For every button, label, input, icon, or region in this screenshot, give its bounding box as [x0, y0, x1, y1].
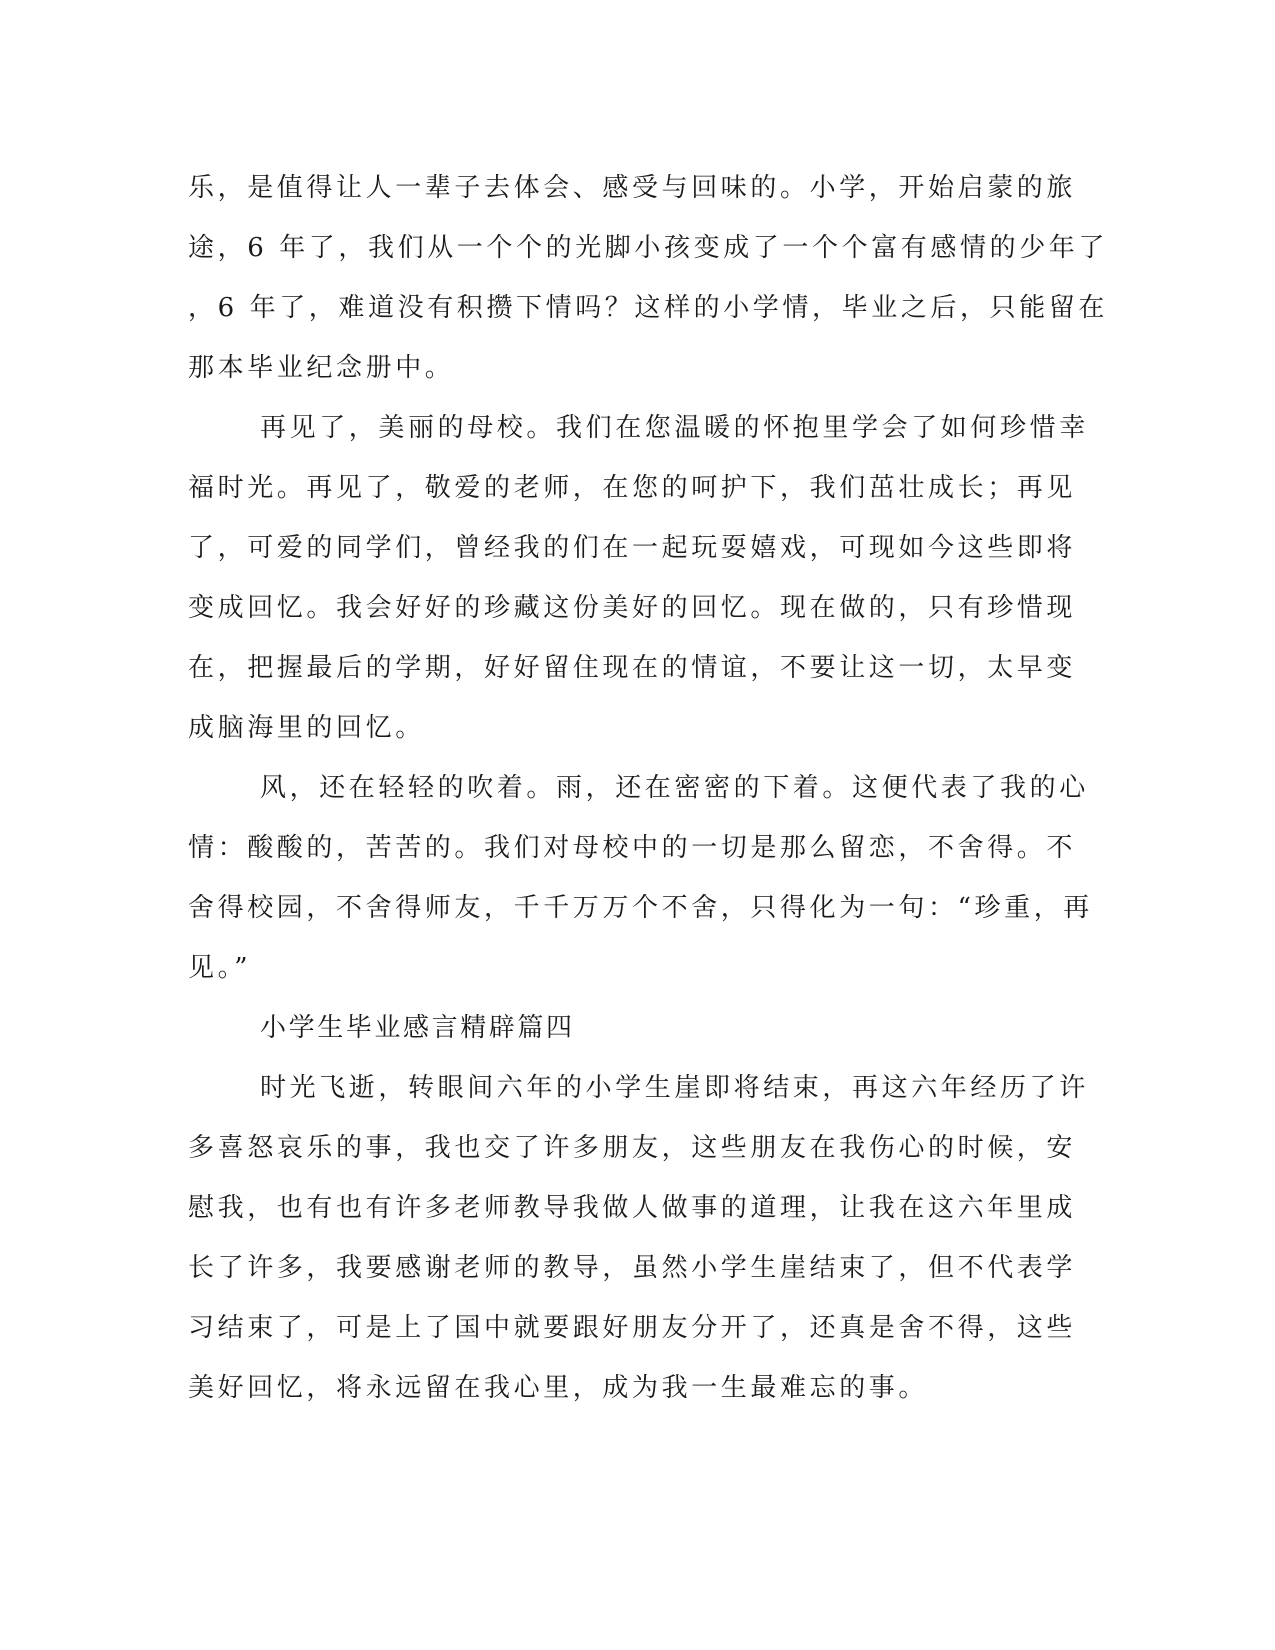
text-line: 再见了，美丽的母校。我们在您温暖的怀抱里学会了如何珍惜幸	[260, 413, 1089, 443]
text-line: ，6 年了，难道没有积攒下情吗？这样的小学情，毕业之后，只能留在	[188, 293, 1109, 323]
paragraph	[188, 758, 1093, 998]
text-line: 途，6 年了，我们从一个个的光脚小孩变成了一个个富有感情的少年了	[188, 233, 1109, 263]
document-body	[188, 158, 1109, 1418]
text-line: 美好回忆，将永远留在我心里，成为我一生最难忘的事。	[188, 1373, 929, 1403]
text-line: 变成回忆。我会好好的珍藏这份美好的回忆。现在做的，只有珍惜现	[188, 593, 1077, 623]
text-line: 时光飞逝，转眼间六年的小学生崖即将结束，再这六年经历了许	[260, 1073, 1089, 1103]
text-line: 见。”	[188, 953, 252, 983]
text-line: 长了许多，我要感谢老师的教导，虽然小学生崖结束了，但不代表学	[188, 1253, 1077, 1283]
paragraph	[188, 1058, 1089, 1418]
text-line: 风，还在轻轻的吹着。雨，还在密密的下着。这便代表了我的心	[260, 773, 1089, 803]
section-heading-text: 小学生毕业感言精辟篇四	[260, 1013, 575, 1043]
text-line: 慰我，也有也有许多老师教导我做人做事的道理，让我在这六年里成	[188, 1193, 1077, 1223]
text-line: 成脑海里的回忆。	[188, 713, 425, 743]
text-line: 了，可爱的同学们，曾经我的们在一起玩耍嬉戏，可现如今这些即将	[188, 533, 1077, 563]
text-line: 那本毕业纪念册中。	[188, 353, 455, 383]
section-heading	[188, 998, 1083, 1058]
text-line: 习结束了，可是上了国中就要跟好朋友分开了，还真是舍不得，这些	[188, 1313, 1077, 1343]
paragraph	[188, 398, 1089, 758]
text-line: 情：酸酸的，苦苦的。我们对母校中的一切是那么留恋，不舍得。不	[188, 833, 1077, 863]
text-line: 福时光。再见了，敬爱的老师，在您的呵护下，我们茁壮成长；再见	[188, 473, 1077, 503]
paragraph	[188, 158, 1109, 398]
text-line: 在，把握最后的学期，好好留住现在的情谊，不要让这一切，太早变	[188, 653, 1077, 683]
text-line: 乐，是值得让人一辈子去体会、感受与回味的。小学，开始启蒙的旅	[188, 173, 1077, 203]
text-line: 舍得校园，不舍得师友，千千万万个不舍，只得化为一句：“珍重，再	[188, 893, 1093, 923]
text-line: 多喜怒哀乐的事，我也交了许多朋友，这些朋友在我伤心的时候，安	[188, 1133, 1077, 1163]
